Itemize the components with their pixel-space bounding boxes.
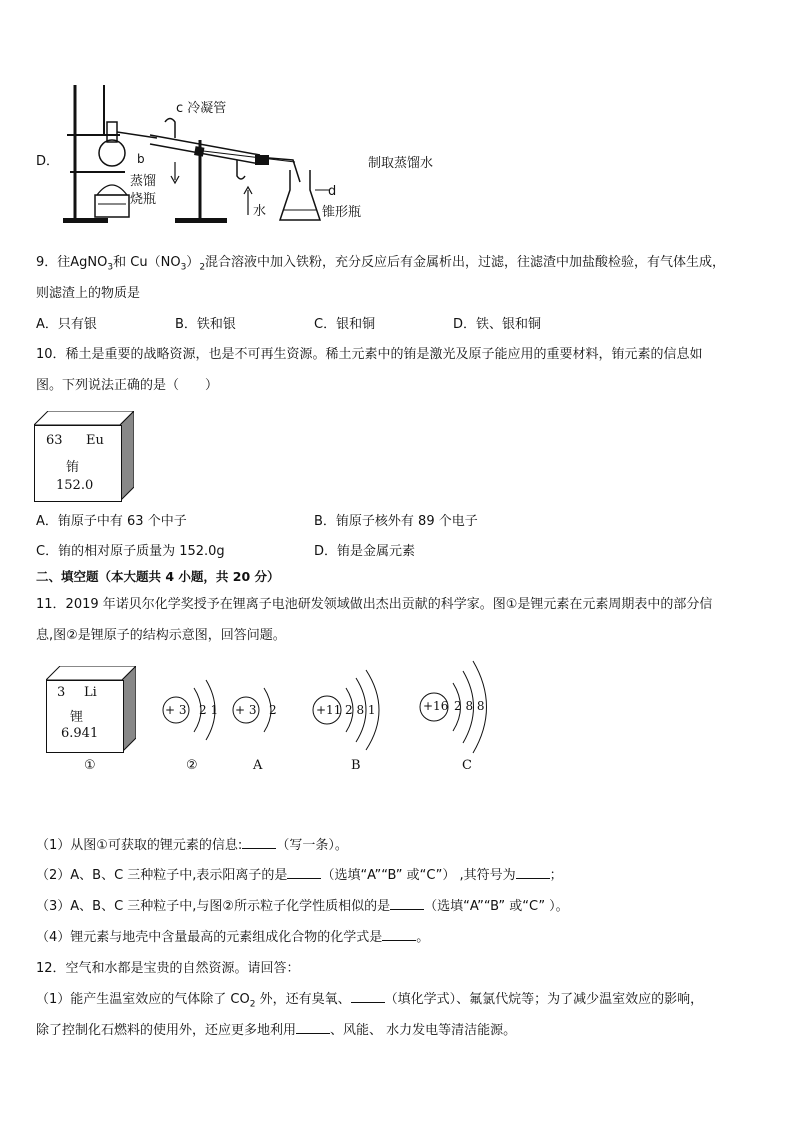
lithium-symbol: Li (84, 685, 97, 700)
q11-sub4: （4）锂元素与地壳中含量最高的元素组成化合物的化学式是 。 (36, 930, 430, 945)
q10-option-a: A．铕原子中有 63 个中子 (36, 514, 187, 529)
q10-option-c: C．铕的相对原子质量为 152.0g (36, 544, 225, 559)
answer-blank[interactable] (296, 1021, 330, 1034)
answer-blank[interactable] (351, 990, 385, 1003)
figure-2-label: ② (186, 758, 198, 773)
point-d-label: d (328, 184, 337, 199)
q9-option-d: D．铁、银和铜 (453, 317, 542, 332)
q9-line2: 则滤渣上的物质是 (36, 286, 141, 301)
europium-element-card (34, 411, 134, 501)
q11-sub2: （2）A、B、C 三种粒子中,表示阳离子的是 （选填“A”“B” 或“C”） ,其符号为 ； (36, 868, 563, 883)
lithium-number: 3 (57, 685, 66, 700)
section-2-heading: 二、填空题（本大题共 4 小题，共 20 分） (36, 569, 280, 584)
diagram-a-nucleus: + 3 (235, 703, 257, 717)
point-b-label: b (137, 152, 145, 166)
lithium-element-card (46, 666, 136, 752)
europium-mass: 152.0 (56, 478, 94, 493)
water-label: 水 (253, 204, 267, 219)
q11-line1: 11．2019 年诺贝尔化学奖授予在锂离子电池研发领域做出杰出贡献的科学家。图①是锂元素在元素周期表中的部分信 (36, 597, 713, 612)
diagram-c-nucleus: +16 (423, 699, 449, 713)
europium-number: 63 (46, 433, 63, 448)
answer-blank[interactable] (382, 928, 416, 941)
q12-line1: 12．空气和水都是宝贵的自然资源。请回答： (36, 961, 300, 976)
diagram-2-shells: 2 1 (199, 703, 219, 717)
q10-option-b: B．铕原子核外有 89 个电子 (314, 514, 478, 529)
diagram-b-shells: 2 8 1 (345, 703, 376, 717)
flask-label-line2: 烧瓶 (130, 192, 157, 207)
option-d-label: D． (36, 154, 60, 169)
diagram-b-nucleus: +11 (316, 703, 342, 717)
q10-option-d: D．铕是金属元素 (314, 544, 416, 559)
diagram-a-shells: 2 (269, 703, 277, 717)
europium-symbol: Eu (86, 433, 104, 448)
answer-blank[interactable] (390, 897, 424, 910)
figure-1-label: ① (84, 758, 96, 773)
q10-line1: 10．稀土是重要的战略资源，也是不可再生资源。稀土元素中的铕是激光及原子能应用的重要材料，铕元素的信息如 (36, 347, 703, 362)
figure-a-label: A (253, 758, 263, 773)
erlenmeyer-label: 锥形瓶 (322, 205, 362, 220)
option-d-purpose: 制取蒸馏水 (368, 156, 434, 171)
q9-option-b: B．铁和银 (175, 317, 236, 332)
answer-blank[interactable] (242, 836, 276, 849)
figure-b-label: B (351, 758, 361, 773)
answer-blank[interactable] (516, 866, 550, 879)
q12-sub1: （1）能产生温室效应的气体除了 $CO_2$ 外，还有臭氧、 （填化学式）、氟氯代烷等；为了减少温室效应的影响， (36, 992, 704, 1010)
lithium-name: 锂 (70, 710, 84, 725)
answer-blank[interactable] (287, 866, 321, 879)
diagram-2-nucleus: + 3 (165, 703, 187, 717)
figure-c-label: C (462, 758, 472, 773)
q9-line1: 9．往AgNO$_3$和 $Cu(NO_3)_2$混合溶液中加入铁粉，充分反应后有金属析出，过滤，往滤渣中加盐酸检验，有气体生成， (36, 255, 726, 273)
flask-label-line1: 蒸馏 (130, 174, 157, 189)
q11-line2: 息,图②是锂原子的结构示意图，回答问题。 (36, 628, 286, 643)
diagram-c-shells: 2 8 8 (454, 699, 485, 713)
q12-sub1-line2: 除了控制化石燃料的使用外，还应更多地利用 、风能、 水力发电等清洁能源。 (36, 1023, 517, 1038)
q11-sub1: （1）从图①可获取的锂元素的信息: （写一条）。 (36, 838, 348, 853)
lithium-mass: 6.941 (61, 726, 99, 741)
q9-option-a: A．只有银 (36, 317, 97, 332)
q10-line2: 图。下列说法正确的是（ ） (36, 378, 219, 393)
q11-sub3: （3）A、B、C 三种粒子中,与图②所示粒子化学性质相似的是 （选填“A”“B” 或“C” ）。 (36, 899, 569, 914)
europium-name: 铕 (66, 460, 80, 475)
condenser-label: c 冷凝管 (176, 101, 227, 116)
q9-option-c: C．银和铜 (314, 317, 376, 332)
